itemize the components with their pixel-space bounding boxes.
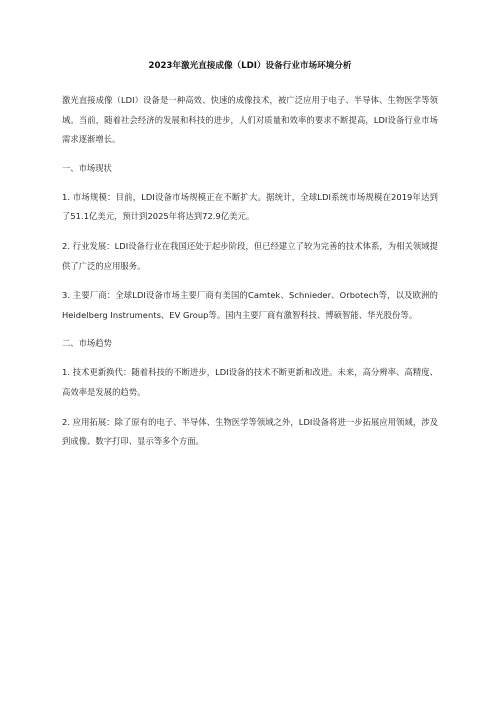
- section-heading-market-status: 一、市场现状: [62, 162, 112, 173]
- section-heading-market-trends: 二、市场趋势: [62, 338, 112, 349]
- intro-paragraph: 激光直接成像（LDI）设备是一种高效、快速的成像技术，被广泛应用于电子、半导体、生物医学等领域。当前，随着社会经济的发展和科技的进步，人们对质量和效率的要求不断提高，LDI设备行业市场需求逐渐增长。: [62, 95, 438, 145]
- document-page: [62, 60, 438, 462]
- market-status-item-1: 1. 市场规模：目前，LDI设备市场规模正在不断扩大。据统计，全球LDI系统市场规模在2019年达到了51.1亿美元，预计到2025年将达到72.9亿美元。: [62, 191, 438, 222]
- market-status-item-2: 2. 行业发展：LDI设备行业在我国还处于起步阶段，但已经建立了较为完善的技术体系，为相关领域提供了广泛的应用服务。: [62, 240, 438, 271]
- document-title: 2023年激光直接成像（LDI）设备行业市场环境分析: [148, 61, 352, 71]
- market-trend-item-1: 1. 技术更新换代：随着科技的不断进步，LDI设备的技术不断更新和改进。未来，高分辨率、高精度、高效率是发展的趋势。: [62, 367, 438, 397]
- market-status-item-3: 3. 主要厂商：全球LDI设备市场主要厂商有美国的Camtek、Schnieder、Orbotech等，以及欧洲的Heidelberg Instruments、EV Group等。国内主要厂商有激智科技、博硕智能、华光股份等。: [62, 290, 438, 320]
- market-trend-item-2: 2. 应用拓展：除了原有的电子、半导体、生物医学等领域之外，LDI设备将进一步拓展应用领域，涉及到成像、数字打印、显示等多个方面。: [62, 416, 438, 447]
